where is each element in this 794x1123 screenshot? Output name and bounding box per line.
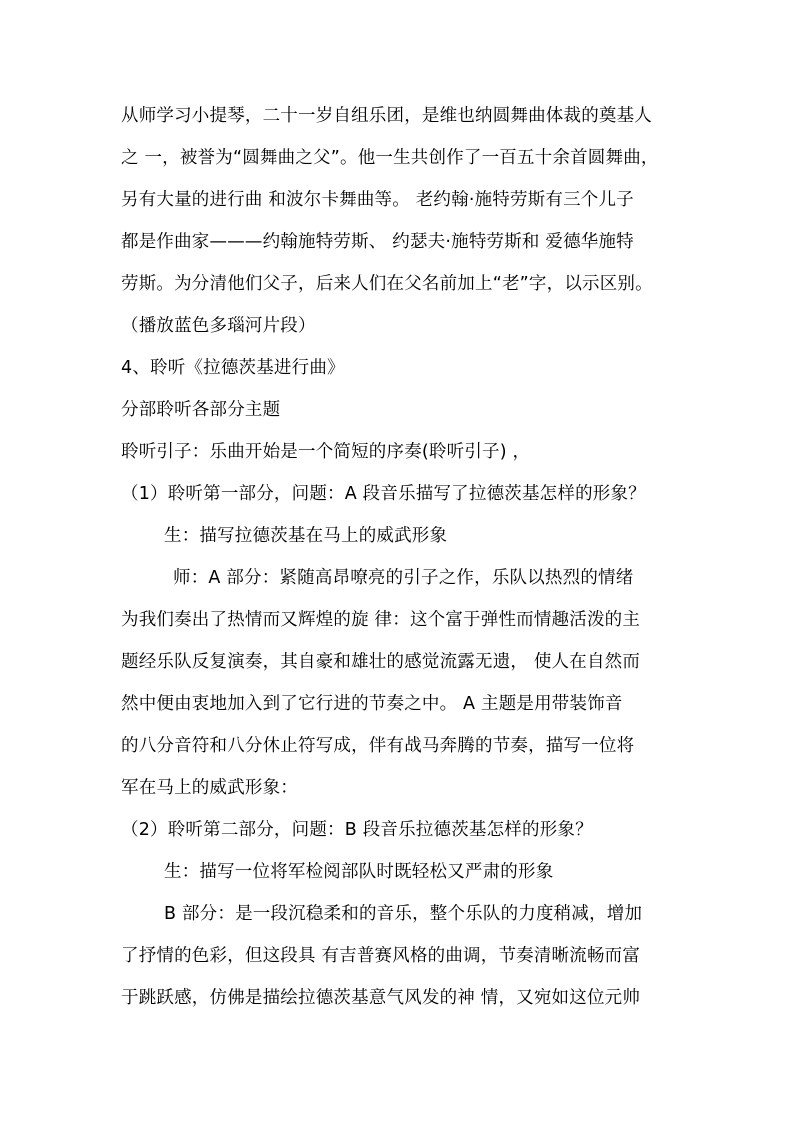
- text-line: 然中便由衷地加入到了它行进的节奏之中。 A 主题是用带装饰音: [121, 694, 623, 714]
- question-line: （1）聆听第一部分，问题：A 段音乐描写了拉德茨基怎样的形象？: [121, 484, 646, 504]
- text-line: 都是作曲家———约翰施特劳斯、 约瑟夫·施特劳斯和 爱德华施特: [121, 232, 634, 252]
- student-answer: 生：描写一位将军检阅部队时既轻松又严肃的形象: [164, 862, 554, 882]
- student-answer: 生：描写拉德茨基在马上的威武形象: [164, 526, 448, 546]
- text-line: 题经乐队反复演奏，其自豪和雄壮的感觉流露无遗， 使人在自然而: [121, 652, 641, 672]
- text-line: 军在马上的威武形象：: [121, 778, 298, 798]
- text-line: 的八分音符和八分休止符写成，伴有战马奔腾的节奏，描写一位将: [121, 736, 635, 756]
- text-line: （播放蓝色多瑙河片段）: [121, 316, 316, 336]
- text-line: 之 一，被誉为“圆舞曲之父”。他一生共创作了一百五十余首圆舞曲，: [121, 148, 659, 168]
- text-line: 劳斯。为分清他们父子，后来人们在父名前加上“老”字，以示区别。: [121, 274, 653, 294]
- section-heading: 4、聆听《拉德茨基进行曲》: [121, 358, 345, 378]
- question-line: （2）聆听第二部分，问题：B 段音乐拉德茨基怎样的形象？: [121, 820, 593, 840]
- text-line: 于跳跃感，仿佛是描绘拉德茨基意气风发的神 情，又宛如这位元帅: [121, 988, 641, 1008]
- text-line: 分部聆听各部分主题: [121, 400, 281, 420]
- section-b-explanation: B 部分：是一段沉稳柔和的音乐，整个乐队的力度稍减，增加: [164, 904, 643, 924]
- text-line: 为我们奏出了热情而又辉煌的旋 律：这个富于弹性而情趣活泼的主: [121, 610, 641, 630]
- teacher-explanation: 师：A 部分：紧随高昂嘹亮的引子之作，乐队以热烈的情绪: [173, 568, 634, 588]
- text-line: 聆听引子：乐曲开始是一个简短的序奏(聆听引子) ，: [121, 442, 531, 462]
- text-line: 从师学习小提琴，二十一岁自组乐团，是维也纳圆舞曲体裁的奠基人: [121, 106, 652, 126]
- text-line: 了抒情的色彩，但这段具 有吉普赛风格的曲调，节奏清晰流畅而富: [121, 946, 641, 966]
- text-line: 另有大量的进行曲 和波尔卡舞曲等。 老约翰·施特劳斯有三个儿子: [121, 190, 634, 210]
